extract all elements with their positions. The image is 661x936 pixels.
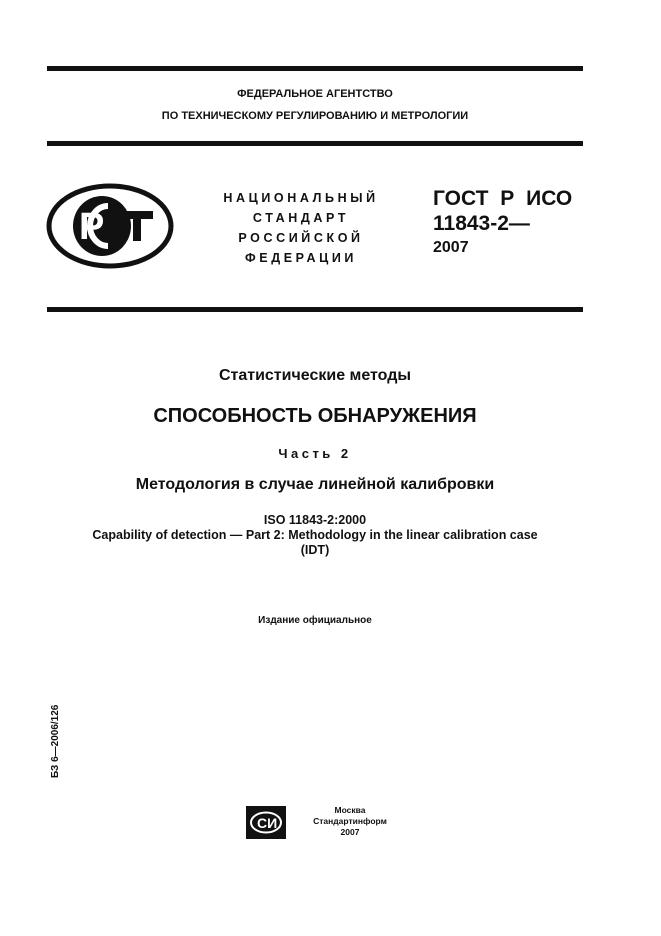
subject-heading: Статистические методы xyxy=(218,367,412,384)
iso-code: ISO 11843-2:2000 xyxy=(263,513,367,527)
publisher-year: 2007 xyxy=(340,827,360,837)
publisher-block xyxy=(300,805,400,838)
part-title: Методология в случае линейной калибровки xyxy=(135,476,495,493)
national-line-3: РОССИЙСКОЙ xyxy=(238,231,364,245)
national-line-1: НАЦИОНАЛЬНЫЙ xyxy=(223,191,379,205)
iso-idt: (IDT) xyxy=(300,543,330,557)
standartinform-logo xyxy=(246,806,286,839)
rst-logo xyxy=(45,183,175,269)
gost-year: 2007 xyxy=(433,239,469,256)
middle-rule xyxy=(47,307,583,312)
publisher-city: Москва xyxy=(334,805,366,815)
gost-designation xyxy=(433,186,572,236)
edition-label: Издание официальное xyxy=(258,615,372,626)
publisher-name: Стандартинформ xyxy=(313,816,387,826)
agency-line-1: ФЕДЕРАЛЬНОЕ АГЕНТСТВО xyxy=(237,88,393,100)
side-code: БЗ 6—2006/126 xyxy=(50,704,61,778)
part-number: Часть 2 xyxy=(278,446,352,461)
national-line-4: ФЕДЕРАЦИИ xyxy=(244,251,357,265)
iso-english-title: Capability of detection — Part 2: Methodology in the linear calibration case xyxy=(92,528,538,542)
main-title: СПОСОБНОСТЬ ОБНАРУЖЕНИЯ xyxy=(153,405,477,427)
national-line-2: СТАНДАРТ xyxy=(252,211,350,225)
gost-line-1: ГОСТ Р ИСО xyxy=(433,187,573,210)
svg-text:Р: Р xyxy=(79,206,105,248)
gost-line-2: 11843-2— xyxy=(433,212,530,235)
national-standard-label xyxy=(210,188,392,268)
svg-text:СИ: СИ xyxy=(257,815,278,831)
top-rule xyxy=(47,66,583,71)
agency-line-2: ПО ТЕХНИЧЕСКОМУ РЕГУЛИРОВАНИЮ И МЕТРОЛОГИИ xyxy=(161,110,469,122)
header-bottom-rule xyxy=(47,141,583,146)
